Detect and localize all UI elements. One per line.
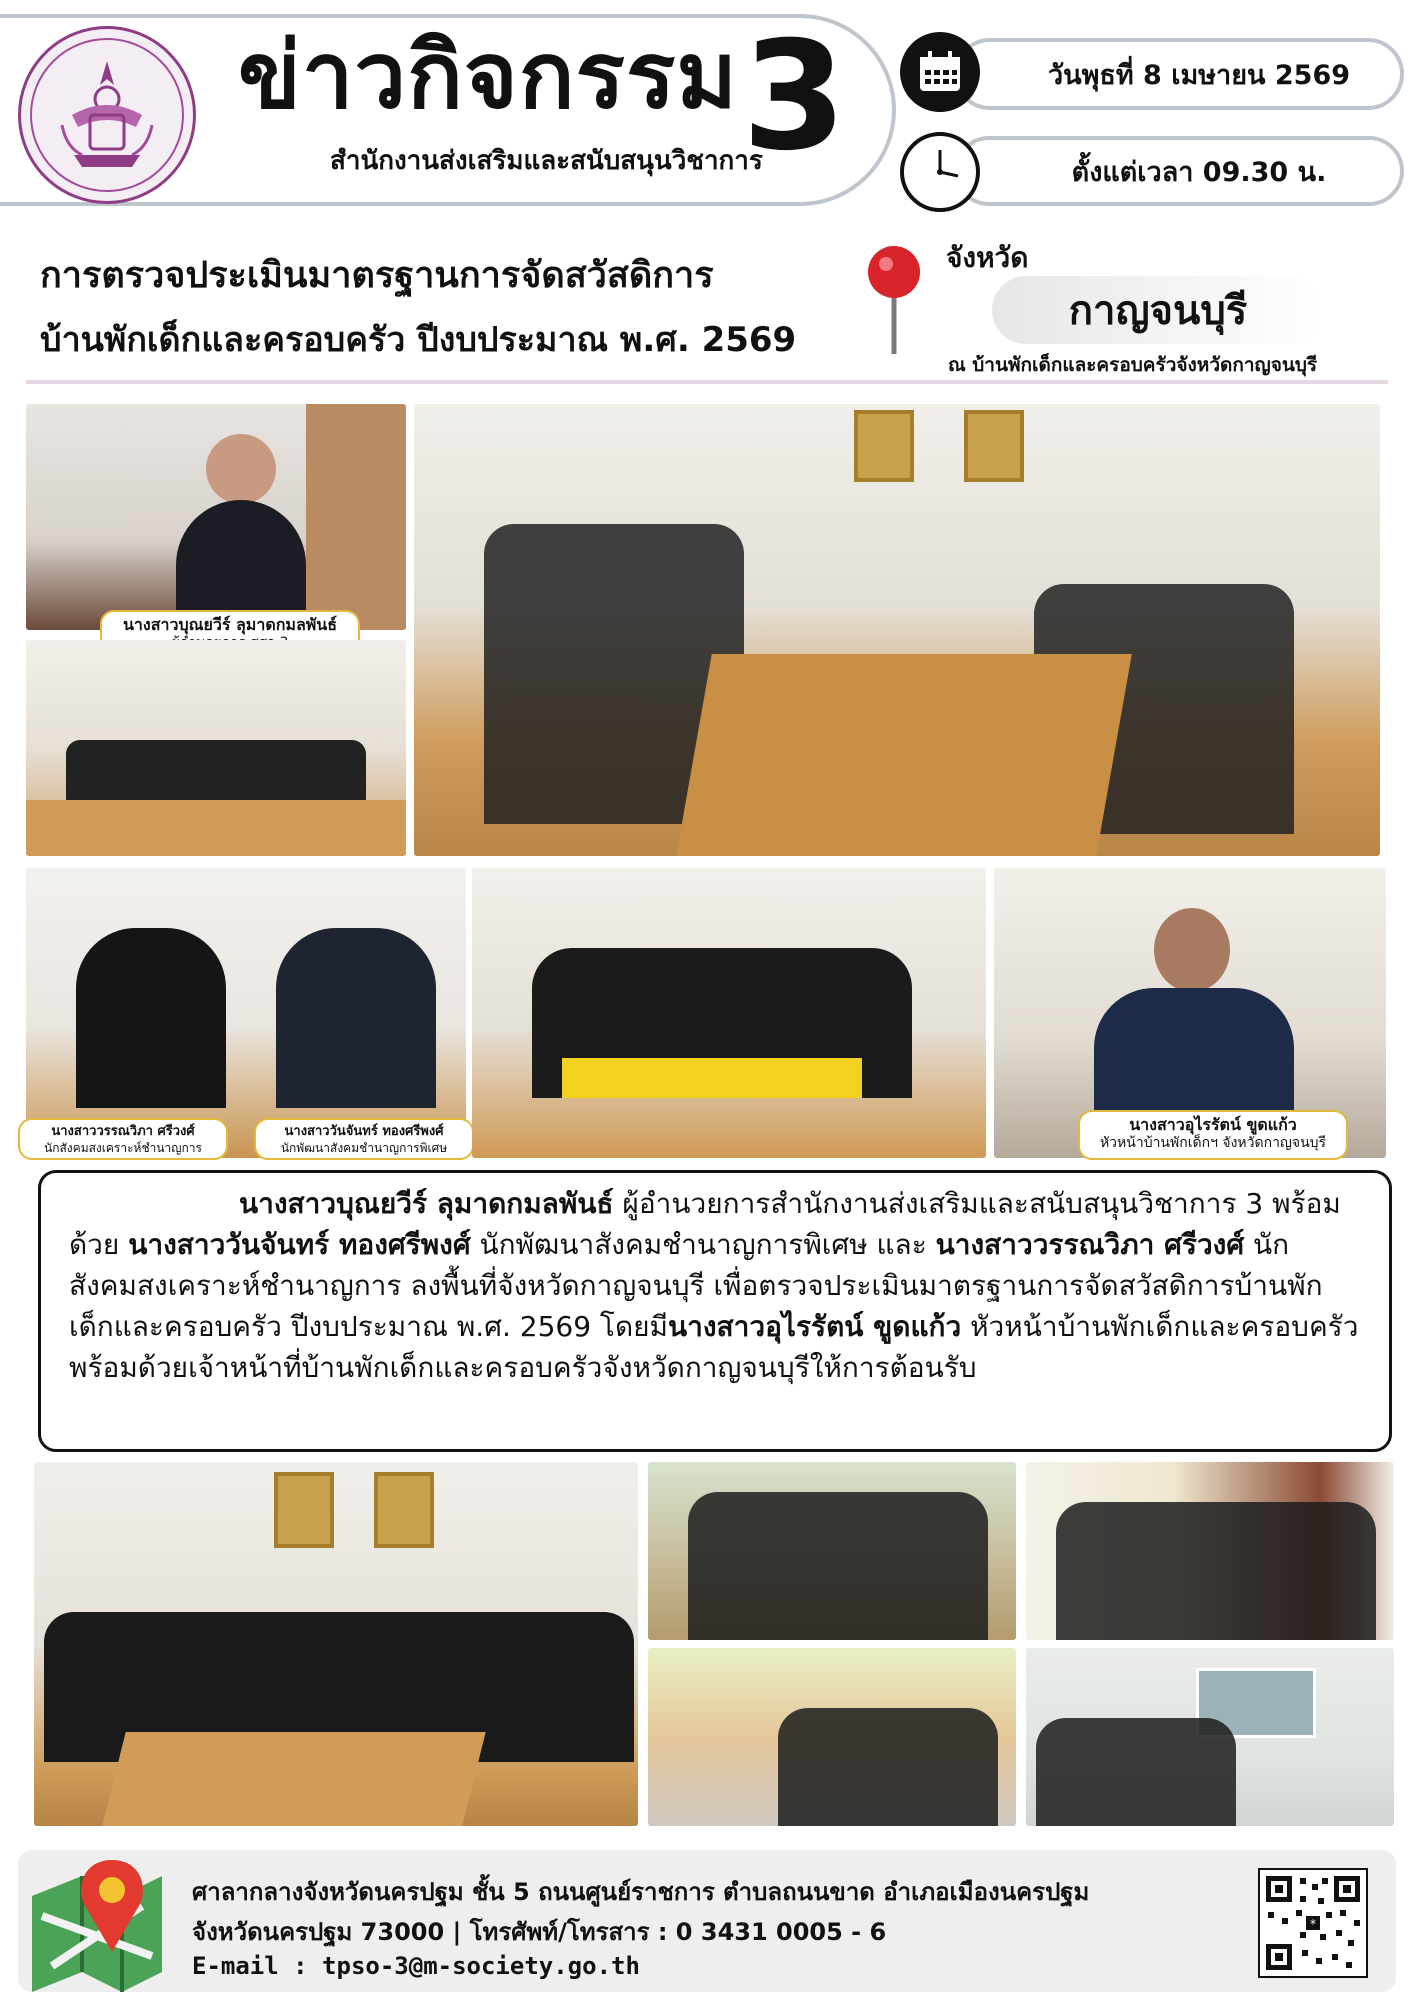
qr-code-icon[interactable]: [1258, 1868, 1368, 1978]
ministry-seal-icon: [18, 26, 196, 204]
photo-meeting-room: [414, 404, 1380, 856]
caption-staff2-name: นางสาววันจันทร์ ทองศรีพงศ์: [284, 1124, 444, 1139]
photo-group: [34, 1462, 638, 1826]
caption-staff2: [254, 1118, 474, 1160]
headline-line1: การตรวจประเมินมาตรฐานการจัดสวัสดิการ: [40, 255, 714, 296]
text-director-role: ผู้อำนวยการสำนักงานส่งเสริมและสนับสนุนวิชาการ 3 พร้อมด้วย: [69, 1187, 1341, 1261]
photo-site-visit-3: [648, 1648, 1016, 1826]
office-name: สำนักงานส่งเสริมและสนับสนุนวิชาการ: [330, 146, 763, 176]
venue-text: ณ บ้านพักเด็กและครอบครัวจังหวัดกาญจนบุรี: [948, 354, 1318, 376]
photo-site-visit-2: [1026, 1462, 1394, 1640]
divider: [26, 380, 1388, 384]
photo-site-visit-1: [648, 1462, 1016, 1640]
caption-host-name: นางสาวอุไรรัตน์ ขูดแก้ว: [1129, 1115, 1297, 1134]
footer-address: ศาลากลางจังหวัดนครปฐม ชั้น 5 ถนนศูนย์ราชการ ตำบลถนนขาด อำเภอเมืองนครปฐม: [192, 1878, 1090, 1906]
footer-email[interactable]: E-mail : tpso-3@m-society.go.th: [192, 1952, 640, 1980]
province-name: กาญจนบุรี: [992, 276, 1324, 344]
office-number: 3: [742, 10, 847, 184]
text-mission: นักสังคมสงเคราะห์ชำนาญการ ลงพื้นที่จังหวัดกาญจนบุรี เพื่อตรวจประเมินมาตรฐานการจัดสวัสดิการบ้านพักเด็กและครอบครัว ปีงบประมาณ พ.ศ. 2569 โดยมี: [69, 1228, 1323, 1343]
calendar-icon: [900, 32, 980, 112]
headline-line2: บ้านพักเด็กและครอบครัว ปีงบประมาณ พ.ศ. 2569: [40, 320, 797, 360]
name-host: นางสาวอุไรรัตน์ ขูดแก้ว: [668, 1310, 962, 1343]
name-staff1: นางสาววรรณวิภา ศรีวงศ์: [935, 1228, 1245, 1261]
caption-staff2-role: นักพัฒนาสังคมชำนาญการพิเศษ: [280, 1141, 448, 1155]
map-pin-icon: [22, 1856, 172, 1992]
photo-site-visit-4: [1026, 1648, 1394, 1826]
event-date: วันพุธที่ 8 เมษายน 2569: [954, 38, 1404, 110]
caption-host-role: หัวหน้าบ้านพักเด็กฯ จังหวัดกาญจนบุรี: [1099, 1135, 1327, 1151]
photo-director: [26, 404, 406, 630]
news-paragraph: [38, 1170, 1392, 1452]
name-director: นางสาวบุณยวีร์ ลุมาดกมลพันธ์: [239, 1187, 614, 1220]
text-welcome: หัวหน้าบ้านพักเด็กและครอบครัว พร้อมด้วยเจ้าหน้าที่บ้านพักเด็กและครอบครัวจังหวัดกาญจนบุรีให้การต้อนรับ: [69, 1310, 1359, 1384]
caption-staff1-name: นางสาววรรณวิภา ศรีวงศ์: [51, 1124, 195, 1139]
page-title: ข่าวกิจกรรม: [238, 22, 738, 129]
photo-staff-seated: [26, 640, 406, 856]
caption-staff1: [18, 1118, 228, 1160]
caption-staff1-role: นักสังคมสงเคราะห์ชำนาญการ: [44, 1141, 202, 1155]
photo-document-check: [472, 868, 986, 1158]
svg-text:*: *: [1310, 1917, 1316, 1931]
name-staff2: นางสาววันจันทร์ ทองศรีพงศ์: [128, 1228, 471, 1261]
photo-staff-review: [26, 868, 466, 1158]
clock-icon: [900, 132, 980, 212]
footer-contact: จังหวัดนครปฐม 73000 | โทรศัพท์/โทรสาร : 0 3431 0005 - 6: [192, 1918, 887, 1946]
province-label: จังหวัด: [946, 241, 1029, 274]
event-time: ตั้งแต่เวลา 09.30 น.: [954, 136, 1404, 206]
caption-host: [1078, 1110, 1348, 1160]
location-pin-icon: [864, 244, 924, 356]
caption-director-name: นางสาวบุณยวีร์ ลุมาดกมลพันธ์: [122, 615, 337, 634]
text-staff2-role: นักพัฒนาสังคมชำนาญการพิเศษ และ: [470, 1228, 936, 1261]
